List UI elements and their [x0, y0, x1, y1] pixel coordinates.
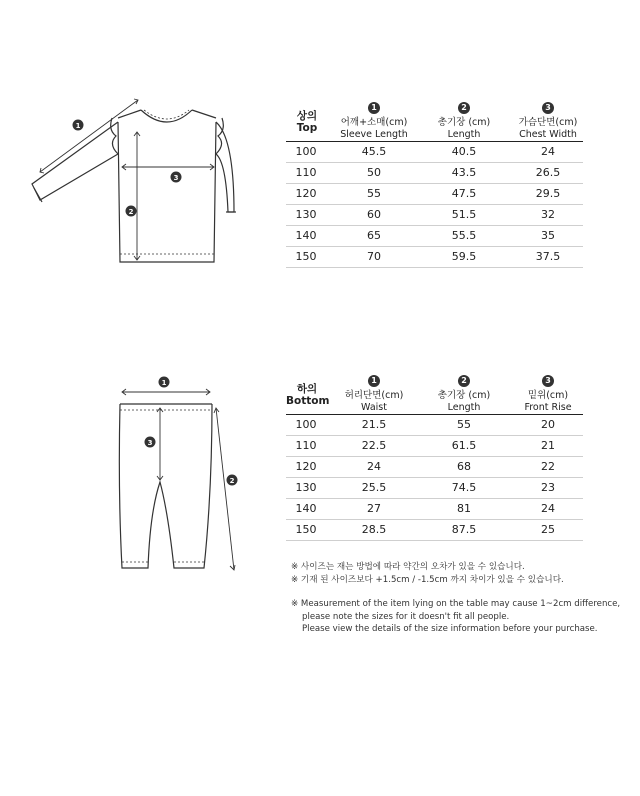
value-cell: 74.5 — [451, 481, 477, 494]
svg-text:3: 3 — [147, 439, 153, 447]
value-cell: 45.5 — [361, 145, 387, 158]
value-cell: 35 — [541, 229, 555, 242]
size-notes-ko — [291, 561, 564, 586]
bottom-label-ko: 하의 — [296, 383, 318, 395]
note-ko-1: ※ 사이즈는 재는 방법에 따라 약간의 오차가 있을 수 있습니다. — [291, 562, 525, 572]
table-row — [286, 478, 583, 499]
bottom-marker-3 — [145, 437, 156, 448]
size-cell: 120 — [295, 187, 317, 200]
note-en-3: Please view the details of the size information before your purchase. — [302, 624, 598, 635]
table-row — [286, 205, 583, 226]
bottom-garment-illustration — [108, 372, 248, 582]
value-cell: 68 — [457, 460, 471, 473]
note-ko-2: ※ 기재 된 사이즈보다 +1.5cm / -1.5cm 까지 차이가 있을 수 있습니다. — [291, 574, 564, 585]
bottom-col-length: 2 총기장 (cm) Length — [437, 376, 491, 413]
table-row — [286, 163, 583, 184]
value-cell: 65 — [367, 229, 381, 242]
top-table-body — [286, 142, 583, 268]
size-cell: 140 — [295, 229, 317, 242]
marker-2-icon: 2 — [458, 102, 470, 114]
value-cell: 43.5 — [451, 166, 477, 179]
value-cell: 50 — [367, 166, 381, 179]
value-cell: 40.5 — [451, 145, 477, 158]
top-label — [286, 110, 328, 134]
value-cell: 37.5 — [535, 250, 561, 263]
value-cell: 32 — [541, 208, 555, 221]
top-col-chest: 3 가슴단면(cm) Chest Width — [518, 103, 578, 140]
marker-2-icon: 2 — [458, 375, 470, 387]
note-en-1: ※ Measurement of the item lying on the table may cause 1~2cm difference, — [291, 599, 621, 609]
bottom-label-en: Bottom — [286, 395, 330, 407]
top-col-sleeve: 1 어깨+소매(cm) Sleeve Length — [340, 103, 408, 140]
value-cell: 47.5 — [451, 187, 477, 200]
top-label-en: Top — [296, 122, 318, 134]
value-cell: 20 — [541, 418, 555, 431]
top-garment-illustration — [20, 92, 250, 272]
table-row — [286, 184, 583, 205]
top-size-table — [286, 95, 583, 268]
top-marker-3 — [171, 172, 182, 183]
bottom-col-rise: 3 밑위(cm) Front Rise — [524, 376, 572, 413]
value-cell: 26.5 — [535, 166, 561, 179]
value-cell: 23 — [541, 481, 555, 494]
value-cell: 24 — [541, 502, 555, 515]
value-cell: 51.5 — [451, 208, 477, 221]
size-cell: 130 — [295, 481, 317, 494]
table-row — [286, 142, 583, 163]
svg-text:1: 1 — [161, 379, 167, 387]
table-row — [286, 415, 583, 436]
size-cell: 140 — [295, 502, 317, 515]
value-cell: 24 — [541, 145, 555, 158]
size-notes-en — [291, 598, 620, 636]
marker-1-icon: 1 — [368, 102, 380, 114]
bottom-size-table — [286, 368, 583, 541]
size-cell: 110 — [295, 166, 317, 179]
value-cell: 27 — [367, 502, 381, 515]
value-cell: 60 — [367, 208, 381, 221]
size-cell: 100 — [295, 418, 317, 431]
size-cell: 110 — [295, 439, 317, 452]
top-marker-2 — [126, 206, 137, 217]
value-cell: 21.5 — [361, 418, 387, 431]
table-row — [286, 247, 583, 268]
value-cell: 81 — [457, 502, 471, 515]
bottom-col-waist: 1 허리단면(cm) Waist — [344, 376, 404, 413]
value-cell: 28.5 — [361, 523, 387, 536]
top-col-length: 2 총기장 (cm) Length — [437, 103, 491, 140]
svg-text:3: 3 — [173, 174, 179, 182]
top-table-header — [286, 95, 583, 141]
size-cell: 100 — [295, 145, 317, 158]
value-cell: 55 — [457, 418, 471, 431]
value-cell: 25 — [541, 523, 555, 536]
value-cell: 22 — [541, 460, 555, 473]
size-cell: 120 — [295, 460, 317, 473]
value-cell: 87.5 — [451, 523, 477, 536]
value-cell: 55.5 — [451, 229, 477, 242]
bottom-label — [286, 383, 328, 407]
marker-3-icon: 3 — [542, 102, 554, 114]
value-cell: 21 — [541, 439, 555, 452]
marker-1-icon: 1 — [368, 375, 380, 387]
value-cell: 70 — [367, 250, 381, 263]
value-cell: 25.5 — [361, 481, 387, 494]
value-cell: 22.5 — [361, 439, 387, 452]
bottom-table-body — [286, 415, 583, 541]
value-cell: 61.5 — [451, 439, 477, 452]
value-cell: 55 — [367, 187, 381, 200]
value-cell: 24 — [367, 460, 381, 473]
value-cell: 29.5 — [535, 187, 561, 200]
bottom-table-header — [286, 368, 583, 414]
table-row — [286, 436, 583, 457]
bottom-marker-1 — [159, 377, 170, 388]
size-cell: 130 — [295, 208, 317, 221]
top-marker-1 — [73, 120, 84, 131]
svg-text:1: 1 — [75, 122, 81, 130]
table-row — [286, 499, 583, 520]
size-cell: 150 — [295, 250, 317, 263]
note-en-2: please note the sizes for it doesn't fit all people. — [302, 611, 510, 622]
table-row — [286, 226, 583, 247]
table-row — [286, 457, 583, 478]
value-cell: 59.5 — [451, 250, 477, 263]
size-cell: 150 — [295, 523, 317, 536]
svg-text:2: 2 — [128, 208, 134, 216]
marker-3-icon: 3 — [542, 375, 554, 387]
table-row — [286, 520, 583, 541]
top-label-ko: 상의 — [296, 110, 318, 122]
svg-text:2: 2 — [229, 477, 235, 485]
bottom-marker-2 — [227, 475, 238, 486]
